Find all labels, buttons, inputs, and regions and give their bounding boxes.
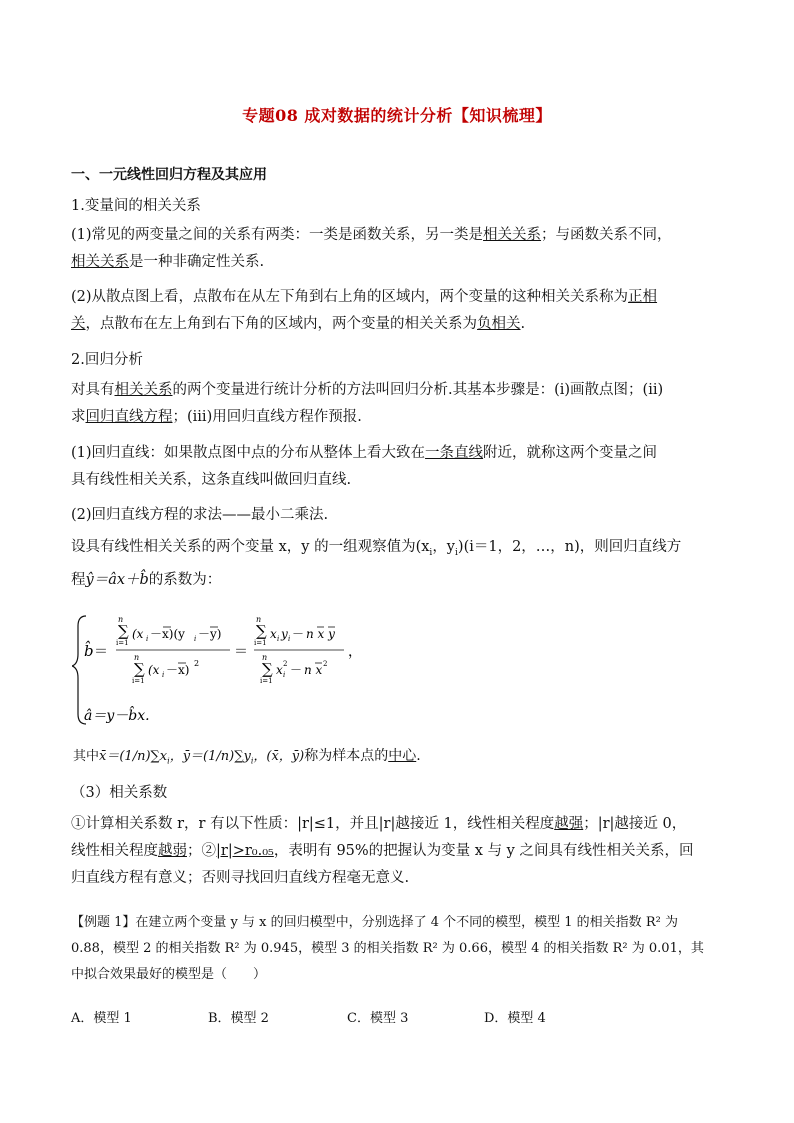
svg-text:n: n <box>262 653 268 662</box>
svg-text:－: － <box>290 663 303 677</box>
svg-text:∑: ∑ <box>262 660 273 678</box>
intercept-formula: â＝y－b̂x. <box>84 708 150 724</box>
svg-text:－x)(y: －x)(y <box>150 627 185 641</box>
document-title: 专题08 成对数据的统计分析【知识梳理】 <box>242 106 552 125</box>
paragraph-5: (2)回归直线方程的求法——最小二乘法. <box>71 507 329 523</box>
example-question: 【例题 1】在建立两个变量 y 与 x 的回归模型中，分别选择了 4 个不同的模型，模型 1 的相关指数 R² 为 0.88，模型 2 的相关指数 R² 为 0.945，模型 3 的相关指数 R² 为 0.66，模型 4 的相关指数 R² 为 0.01，其 中拟合效果最好的模型是（ ） <box>71 915 704 982</box>
svg-text:＝: ＝ <box>94 644 108 660</box>
svg-text:＝: ＝ <box>234 644 248 660</box>
paragraph-6: 设具有线性相关关系的两个变量 x，y 的一组观察值为($x_i$，$y_i)(i=1$，2，…，n)，则回归直线方 程ŷ＝âx＋b̂的系数为： <box>71 539 682 588</box>
svg-text:i=1: i=1 <box>116 639 129 647</box>
svg-text:i: i <box>288 635 291 643</box>
svg-text:(x: (x <box>148 663 160 677</box>
option-b[interactable]: B．模型 2 <box>208 1011 269 1026</box>
svg-text:n: n <box>118 615 124 624</box>
svg-text:i=1: i=1 <box>254 639 267 647</box>
svg-text:n x y: n x y <box>306 627 335 641</box>
paragraph-4: (1)回归直线：如果散点图中点的分布从整体上看大致在一条直线附近，就称这两个变量之间 具有线性相关关系，这条直线叫做回归直线. <box>71 445 658 488</box>
svg-text:∑: ∑ <box>256 622 267 640</box>
svg-text:2: 2 <box>323 660 328 668</box>
paragraph-2: (2)从散点图上看，点散布在从左下角到右上角的区域内，两个变量的这种相关关系称为正相 关，点散布在左上角到右下角的区域内，两个变量的相关关系为负相关. <box>71 289 658 332</box>
svg-text:n: n <box>256 615 262 624</box>
regression-formula <box>72 610 452 730</box>
svg-text:i: i <box>162 671 165 679</box>
subsection-heading: 2.回归分析 <box>71 352 143 368</box>
svg-text:－x): －x) <box>166 663 190 677</box>
option-c[interactable]: C．模型 3 <box>347 1011 409 1026</box>
svg-text:－y): －y) <box>198 627 222 641</box>
svg-text:x: x <box>276 663 283 677</box>
paragraph-3: 对具有相关关系的两个变量进行统计分析的方法叫回归分析.其基本步骤是：(ⅰ)画散点图；(ⅱ) 求回归直线方程；(iii)用回归直线方程作预报. <box>71 382 664 425</box>
paragraph-1: (1)常见的两变量之间的关系有两类：一类是函数关系，另一类是相关关系；与函数关系不同， 相关关系是一种非确定性关系. <box>71 227 672 270</box>
svg-text:2: 2 <box>194 659 200 668</box>
subsection-heading: （3）相关系数 <box>71 785 168 801</box>
svg-text:i: i <box>283 671 286 679</box>
svg-text:n: n <box>134 653 140 662</box>
svg-text:i: i <box>146 635 149 643</box>
svg-text:n x: n x <box>304 663 323 677</box>
svg-text:，: ， <box>348 644 362 660</box>
svg-text:i: i <box>194 635 197 643</box>
svg-text:－: － <box>292 627 305 641</box>
subsection-heading: 1.变量间的相关关系 <box>71 198 201 214</box>
svg-text:(x: (x <box>132 627 144 641</box>
answer-options <box>71 1007 546 1026</box>
section-heading: 一、一元线性回归方程及其应用 <box>71 167 267 183</box>
regression-equation: ŷ＝âx＋b̂ <box>85 571 149 588</box>
svg-text:2: 2 <box>283 660 288 668</box>
svg-text:i: i <box>277 635 280 643</box>
option-d[interactable]: D．模型 4 <box>484 1011 546 1026</box>
sample-center-definition: 其中$x̄=(1/n)\sum x_i$，$ȳ=(1/n)\sum y_i$，(x̄，ȳ)称为样本点的中心. <box>73 748 421 766</box>
paragraph-7: ①计算相关系数 r，r 有以下性质：|r|≤1，并且|r|越接近 1，线性相关程度越强；|r|越接近 0， 线性相关程度越弱；②|r|>r₀.₀₅，表明有 95%的把握认为变量 x 与 y 之间具有线性相关关系，回 归直线方程有意义；否则寻找回归直线方程毫无意义. <box>71 816 694 886</box>
svg-text:b̂: b̂ <box>84 642 94 660</box>
svg-text:∑: ∑ <box>118 622 129 640</box>
svg-text:∑: ∑ <box>134 660 145 678</box>
svg-text:i=1: i=1 <box>132 677 145 685</box>
option-a[interactable]: A．模型 1 <box>71 1011 132 1026</box>
svg-text:i=1: i=1 <box>260 677 273 685</box>
svg-text:x: x <box>270 627 277 641</box>
svg-text:y: y <box>281 627 288 641</box>
